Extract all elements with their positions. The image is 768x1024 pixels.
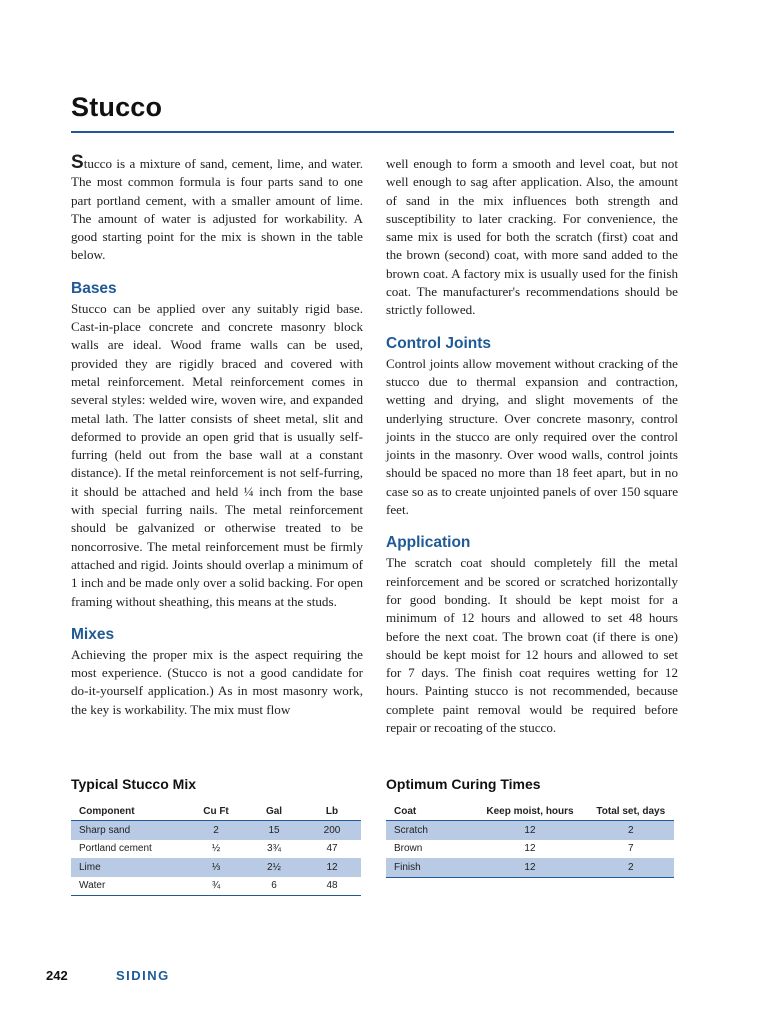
table-cell: Brown (394, 843, 423, 855)
column-header: Keep moist, hours (472, 803, 587, 821)
column-header: Coat (386, 803, 472, 821)
table-cell: Finish (386, 858, 472, 877)
control-joints-paragraph: Control joints allow movement without cracking of the stucco due to thermal expansion and contraction, wetting and drying, and slight movements of the underlying structure. Over concrete masonry, control joints in the stucco are only required over the control joints in the masonry. Over wood walls, control joints should be spaced no more than 18 feet apart, but in no case so as to create unjointed panels of over 150 square feet. (386, 355, 678, 518)
application-paragraph: The scratch coat should completely fill the metal reinforcement and be scored or scratched horizontally for good bonding. It should be kept moist for a minimum of 12 hours and allowed to set 48 hours before the next coat. The brown coat (if there is one) should be kept moist for 12 hours and allowed to set for 7 days. The finish coat requires wetting for 12 hours. Painting stucco is not recommended, because complete paint removal would be required before repair or recoating of the stucco. (386, 555, 678, 736)
table-cell: ½ (211, 843, 221, 855)
table-cell: ⅓ (187, 858, 245, 877)
table-header-row (71, 803, 361, 821)
table-cell: 12 (303, 858, 361, 877)
table-cell: 2 (588, 858, 674, 877)
title-rule (71, 131, 674, 133)
table-cell: 2 (187, 821, 245, 840)
drop-cap: S (71, 152, 84, 173)
table-row (386, 821, 674, 840)
stucco-mix-table-block (71, 776, 361, 896)
stucco-mix-table (71, 803, 361, 896)
intro-text: tucco is a mixture of sand, cement, lime, and water. The most common formula is four parts sand to one part portland cement, with a smaller amount of lime. The amount of water is adjusted for workability. A good starting point for the mix is shown in the table below. (71, 156, 363, 263)
table-row (386, 840, 674, 859)
curing-times-table-block (386, 776, 674, 878)
intro-paragraph (71, 152, 363, 265)
column-header: Lb (303, 803, 361, 821)
table-header-row (386, 803, 674, 821)
table-row (71, 858, 361, 877)
column-header: Gal (245, 803, 303, 821)
table-cell: Lime (71, 858, 187, 877)
bases-paragraph: Stucco can be applied over any suitably rigid base. Cast-in-place concrete and concrete masonry block walls are ideal. Wood frame walls can be used, provided they are rigidly braced and covered with metal reinforcement. Metal reinforcement comes in several styles: welded wire, woven wire, and expanded metal lath. The latter consists of sheet metal, slit and deformed to provide an open grid that is usually self-furring (held out from the base wall at a constant distance). If the metal reinforcement is not self-furring, it should be attached and held ¼ inch from the base with special furring nails. The metal reinforcement should be galvanized or otherwise treated to be noncorrosive. The metal reinforcement must be firmly attached and rigid. Joints should overlap a minimum of 1 inch and be made only over a solid backing. For open framing without sheathing, this means at the studs. (71, 300, 363, 609)
left-column (71, 152, 363, 719)
stucco-mix-table-title: Typical Stucco Mix (71, 776, 196, 792)
table-cell: Water (71, 877, 187, 896)
table-cell: 200 (303, 821, 361, 840)
table-cell: 3¾ (267, 843, 281, 855)
heading-bases: Bases (71, 279, 117, 297)
page-title: Stucco (71, 92, 163, 122)
right-column (386, 155, 678, 737)
table-cell: Scratch (386, 821, 472, 840)
mixes-paragraph: Achieving the proper mix is the aspect requiring the most experience. (Stucco is not a good candidate for do-it-yourself application.) As in most masonry work, the key is workability. The mix must flow (71, 646, 363, 717)
column-header: Cu Ft (187, 803, 245, 821)
table-cell: 7 (628, 843, 634, 855)
page-footer (46, 968, 170, 983)
heading-control-joints: Control Joints (386, 334, 492, 352)
table-cell: Portland cement (79, 843, 152, 855)
mixes-paragraph-continued: well enough to form a smooth and level coat, but not well enough to sag after application. Also, the amount of sand in the mix influences both strength and susceptibility to later cracking. For convenience, the same mix is used for both the scratch (first) coat and the brown (second) coat, with more sand added to the brown coat. A factory mix is usually used for the finish coat. The manufacturer's recommendations should be strictly followed. (386, 156, 678, 318)
table-cell: 47 (326, 843, 338, 855)
table-cell: 12 (524, 843, 536, 855)
table-row (71, 821, 361, 840)
table-cell: Sharp sand (71, 821, 187, 840)
table-cell: 2 (588, 821, 674, 840)
curing-times-table (386, 803, 674, 878)
column-header: Component (71, 803, 187, 821)
table-cell: 15 (245, 821, 303, 840)
table-cell: 48 (303, 877, 361, 896)
section-name: SIDING (116, 968, 170, 983)
table-cell: 6 (245, 877, 303, 896)
table-row (386, 858, 674, 877)
page-number: 242 (46, 968, 68, 983)
table-row (71, 840, 361, 859)
table-cell: 2½ (245, 858, 303, 877)
table-cell: 12 (472, 858, 587, 877)
table-cell: 12 (472, 821, 587, 840)
curing-times-table-title: Optimum Curing Times (386, 776, 541, 792)
heading-application: Application (386, 534, 471, 552)
table-cell: ¾ (187, 877, 245, 896)
column-header: Total set, days (588, 803, 674, 821)
table-row (71, 877, 361, 896)
heading-mixes: Mixes (71, 625, 115, 643)
